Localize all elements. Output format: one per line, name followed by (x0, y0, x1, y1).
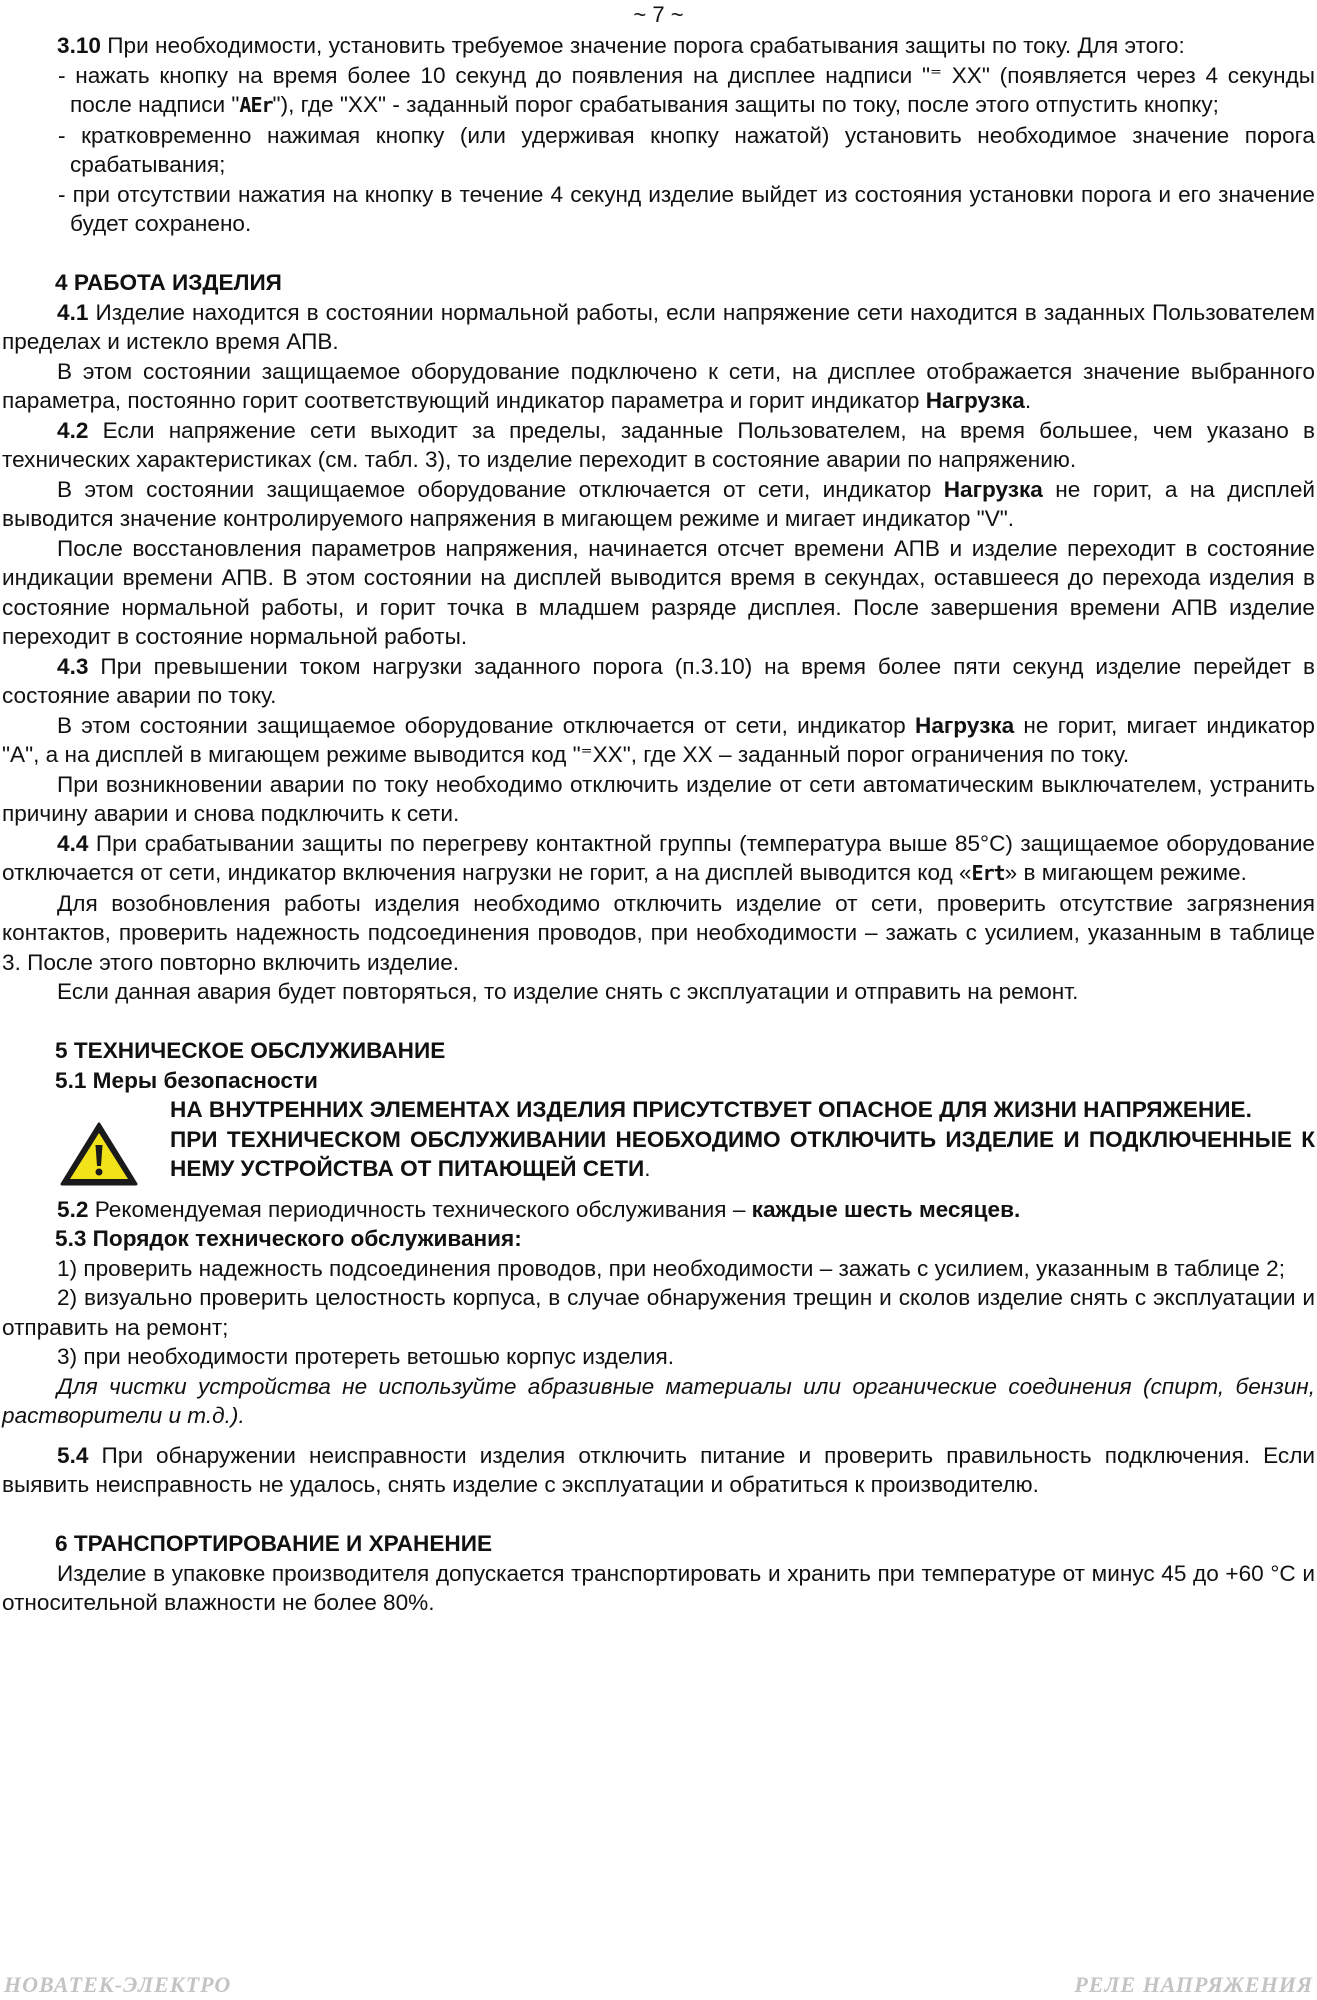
page-number: ~ 7 ~ (633, 2, 684, 27)
paragraph: В этом состоянии защищаемое оборудование отключается от сети, индикатор Нагрузка не горит, а на дисплей выводится значение контролируемого напряжения в мигающем режиме и мигает индикатор "V". (2, 476, 1315, 531)
para-4-2: 4.2 Если напряжение сети выходит за пределы, заданные Пользователем, на время большее, чем указано в технических характеристиках (см. табл. 3), то изделие переходит в состояние аварии по напряжению. (2, 417, 1315, 472)
paragraph: В этом состоянии защищаемое оборудование подключено к сети, на дисплее отображается значение выбранного параметра, постоянно горит соответствующий индикатор параметра и горит индикатор Нагрузка. (2, 358, 1315, 413)
section-heading-6: 6 ТРАНСПОРТИРОВАНИЕ И ХРАНЕНИЕ (55, 1531, 493, 1556)
list-item: 1) проверить надежность подсоединения проводов, при необходимости – зажать с усилием, указанным в таблице 2; (57, 1255, 1285, 1281)
display-code-aer: AEr (239, 93, 273, 117)
para-4-1: 4.1 Изделие находится в состоянии нормальной работы, если напряжение сети находится в заданных Пользователем пределах и истекло время АПВ. (2, 299, 1315, 354)
cleaning-note: Для чистки устройства не используйте абразивные материалы или органические соединения (спирт, бензин, растворители и т.д.). (2, 1373, 1315, 1428)
para-3-10: 3.10 При необходимости, установить требуемое значение порога срабатывания защиты по току. Для этого: (57, 33, 1185, 58)
list-item: 3) при необходимости протереть ветошью корпус изделия. (57, 1344, 674, 1369)
paragraph: В этом состоянии защищаемое оборудование отключается от сети, индикатор Нагрузка не горит, мигает индикатор "А", а на дисплей в мигающем режиме выводится код "⁼ХХ", где ХХ – заданный порог ограничения по току. (2, 712, 1316, 767)
bullet-item: - кратковременно нажимая кнопку (или удерживая кнопку нажатой) установить необходимое значение порога срабатывания; (58, 122, 1315, 177)
paragraph: После восстановления параметров напряжения, начинается отсчет времени АПВ и изделие переходит в состояние индикации времени АПВ. В этом состоянии на дисплей выводится время в секундах, оставшееся до перехода изделия в состояние нормальной работы, и горит точка в младшем разряде дисплея. После завершения времени АПВ изделие переходит в состояние нормальной работы. (2, 535, 1315, 649)
para-4-4: 4.4 При срабатывании защиты по перегреву контактной группы (температура выше 85°С) защищаемое оборудование отключается от сети, индикатор включения нагрузки не горит, а на дисплей выводится код «Ert» в мигающем режиме. (2, 830, 1315, 885)
paragraph: При возникновении аварии по току необходимо отключить изделие от сети автоматическим выключателем, устранить причину аварии и снова подключить к сети. (2, 771, 1315, 826)
warning-line-2: ПРИ ТЕХНИЧЕСКОМ ОБСЛУЖИВАНИИ НЕОБХОДИМО ОТКЛЮЧИТЬ ИЗДЕЛИЕ И ПОДКЛЮЧЕННЫЕ К НЕМУ УСТРОЙСТВА ОТ ПИТАЮЩЕЙ СЕТИ. (170, 1126, 1315, 1181)
bullet-item: - при отсутствии нажатия на кнопку в течение 4 секунд изделие выйдет из состояния установки порога и его значение будет сохранено. (58, 181, 1315, 236)
para-5-4: 5.4 При обнаружении неисправности изделия отключить питание и проверить правильность подключения. Если выявить неисправность не удалось, снять изделие с эксплуатации и обратиться к производителю. (2, 1442, 1315, 1497)
footer-product: РЕЛЕ НАПРЯЖЕНИЯ (1074, 1972, 1313, 1997)
para-number: 3.10 (57, 33, 101, 58)
paragraph: Если данная авария будет повторяться, то изделие снять с эксплуатации и отправить на ремонт. (57, 979, 1079, 1004)
list-item: 2) визуально проверить целостность корпуса, в случае обнаружения трещин и сколов изделие снять с эксплуатации и отправить на ремонт; (2, 1285, 1315, 1340)
subsection-heading-5-3: 5.3 Порядок технического обслуживания: (55, 1226, 522, 1251)
safety-warning (0, 1095, 1317, 1195)
warning-triangle-icon (0, 1095, 170, 1195)
footer-brand: НОВАТЕК-ЭЛЕКТРО (4, 1972, 232, 1997)
subsection-heading-5-1: 5.1 Меры безопасности (55, 1067, 318, 1093)
paragraph: Для возобновления работы изделия необходимо отключить изделие от сети, проверить отсутствие загрязнения контактов, проверить надежность подсоединения проводов, при необходимости – зажать с усилием, указанным в таблице 3. После этого повторно включить изделие. (2, 890, 1315, 975)
para-4-3: 4.3 При превышении током нагрузки заданного порога (п.3.10) на время более пяти секунд изделие перейдет в состояние аварии по току. (2, 653, 1315, 708)
bullet-item: - нажать кнопку на время более 10 секунд до появления на дисплее надписи "⁼ ХХ" (появляется через 4 секунды после надписи "AEr"), где "ХХ" - заданный порог срабатывания защиты по току, после этого отпустить кнопку; (58, 62, 1315, 117)
section-heading-5: 5 ТЕХНИЧЕСКОЕ ОБСЛУЖИВАНИЕ (55, 1038, 446, 1063)
section-heading-4: 4 РАБОТА ИЗДЕЛИЯ (55, 270, 282, 295)
warning-line-1: НА ВНУТРЕННИХ ЭЛЕМЕНТАХ ИЗДЕЛИЯ ПРИСУТСТВУЕТ ОПАСНОЕ ДЛЯ ЖИЗНИ НАПРЯЖЕНИЕ. (170, 1097, 1252, 1122)
paragraph: Изделие в упаковке производителя допускается транспортировать и хранить при температуре от минус 45 до +60 °С и относительной влажности не более 80%. (2, 1560, 1315, 1615)
page-body (0, 31, 1317, 1618)
display-code-ert: Ert (971, 861, 1005, 885)
para-5-2: 5.2 Рекомендуемая периодичность технического обслуживания – каждые шесть месяцев. (57, 1196, 1021, 1222)
